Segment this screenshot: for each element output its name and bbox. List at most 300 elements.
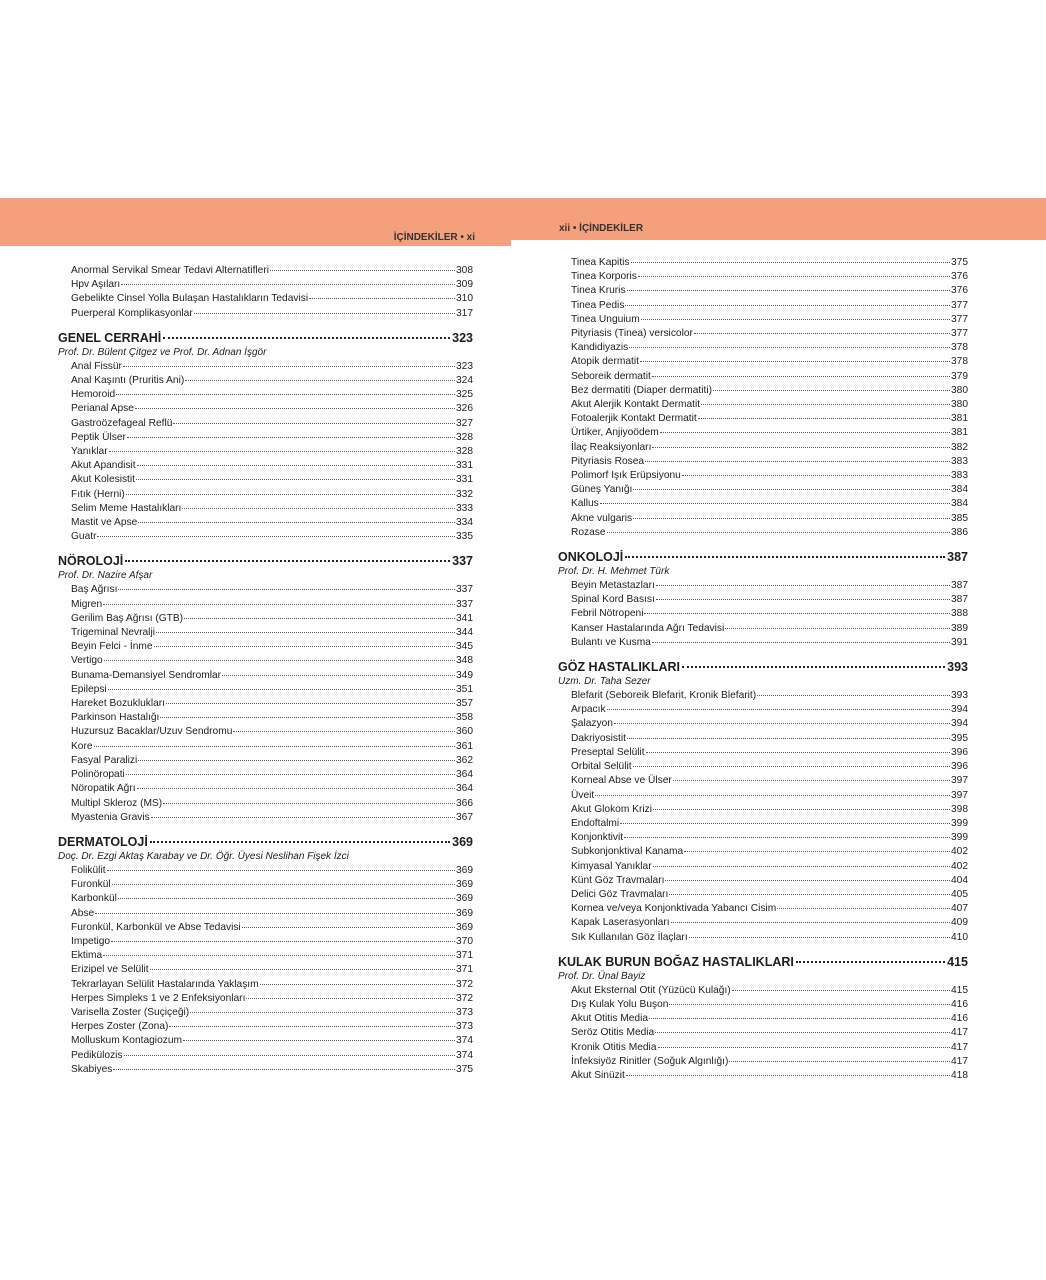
toc-entry-title: Akne vulgaris: [571, 512, 633, 524]
toc-entry-title: Polinöropati: [71, 769, 125, 781]
toc-entry-page: 373: [456, 1006, 473, 1018]
toc-entry-page: 384: [951, 498, 968, 510]
toc-entry-page: 417: [951, 1041, 968, 1053]
dot-leader: [625, 556, 945, 558]
toc-entry-title: İlaç Reaksiyonları: [571, 441, 652, 453]
toc-entry-title: Bunama-Demansiyel Sendromlar: [71, 669, 222, 681]
toc-entry-page: 417: [951, 1027, 968, 1039]
dot-leader: [645, 461, 950, 462]
section-page: 323: [452, 330, 473, 345]
toc-entry-page: 398: [951, 803, 968, 815]
section-author: Prof. Dr. Nazire Afşar: [58, 570, 153, 582]
toc-entry-title: Kapak Laserasyonları: [571, 917, 670, 929]
dot-leader: [682, 666, 945, 668]
toc-entry-title: Guatr: [71, 531, 97, 543]
toc-entry: [558, 984, 968, 998]
toc-entry-page: 381: [951, 427, 968, 439]
dot-leader: [138, 760, 455, 761]
toc-entry-page: 357: [456, 698, 473, 710]
toc-entry-title: Myastenia Gravis: [71, 811, 150, 823]
toc-entry-title: Endoftalmi: [571, 817, 620, 829]
toc-entry-title: Gebelikte Cinsel Yolla Bulaşan Hastalıkların Tedavisi: [71, 293, 309, 305]
dot-leader: [190, 1012, 455, 1013]
toc-entry-page: 349: [456, 669, 473, 681]
toc-entry-page: 327: [456, 417, 473, 429]
toc-section-heading: [558, 549, 968, 565]
toc-entry-title: Tinea Kruris: [571, 285, 626, 297]
toc-entry-title: Kallus: [571, 498, 599, 510]
dot-leader: [713, 390, 950, 391]
section-title: GENEL CERRAHİ: [58, 330, 162, 345]
toc-entry-page: 372: [456, 978, 473, 990]
toc-entry-page: 374: [456, 1035, 473, 1047]
dot-leader: [653, 809, 950, 810]
running-header-right: xii • İÇİNDEKİLER: [559, 223, 644, 234]
toc-entry-page: 371: [456, 964, 473, 976]
toc-entry-page: 373: [456, 1021, 473, 1033]
toc-section-heading: [58, 553, 473, 569]
toc-entry-page: 372: [456, 992, 473, 1004]
dot-leader: [246, 998, 455, 999]
dot-leader: [163, 337, 450, 339]
toc-entry-page: 364: [456, 783, 473, 795]
toc-entry: [558, 593, 968, 607]
toc-entry-title: Migren: [71, 598, 103, 610]
toc-entry: [58, 612, 473, 626]
toc-entry: [558, 902, 968, 916]
toc-entry: [558, 717, 968, 731]
toc-entry-page: 371: [456, 950, 473, 962]
toc-entry: [558, 526, 968, 540]
toc-entry-page: 405: [951, 888, 968, 900]
dot-leader: [757, 695, 950, 696]
toc-entry-title: Tinea Kapitis: [571, 257, 630, 268]
toc-entry-title: Ürtiker, Anjiyoödem: [571, 427, 659, 439]
toc-entry: [58, 864, 473, 878]
toc-entry-page: 415: [951, 984, 968, 996]
toc-entry: [558, 1026, 968, 1040]
toc-entry: [58, 360, 473, 374]
dot-leader: [163, 803, 455, 804]
toc-entry-page: 407: [951, 903, 968, 915]
section-page: 393: [947, 660, 968, 675]
toc-entry: [558, 689, 968, 703]
toc-entry-title: Akut Sinüzit: [571, 1069, 625, 1081]
toc-entry: [58, 697, 473, 711]
toc-entry-page: 374: [456, 1049, 473, 1061]
dot-leader: [641, 319, 950, 320]
toc-entry: [58, 892, 473, 906]
toc-entry-page: 328: [456, 431, 473, 443]
toc-entry-title: Pityriasis Rosea: [571, 455, 645, 467]
dot-leader: [138, 522, 455, 523]
toc-entry-title: Orbital Selülit: [571, 761, 632, 773]
toc-entry-page: 378: [951, 342, 968, 354]
toc-entry: [58, 488, 473, 502]
dot-leader: [95, 913, 455, 914]
dot-leader: [729, 1061, 950, 1062]
dot-leader: [136, 479, 455, 480]
dot-leader: [156, 632, 455, 633]
toc-entry-page: 362: [456, 754, 473, 766]
dot-leader: [107, 870, 455, 871]
toc-entry: [558, 845, 968, 859]
toc-entry: [558, 370, 968, 384]
toc-entry-title: Parkinson Hastalığı: [71, 712, 160, 724]
toc-entry-title: Tinea Korporis: [571, 271, 637, 283]
dot-leader: [627, 290, 950, 291]
dot-leader: [626, 1075, 950, 1076]
dot-leader: [242, 927, 455, 928]
toc-entry-title: Hemoroid: [71, 389, 116, 401]
dot-leader: [629, 347, 950, 348]
dot-leader: [671, 922, 950, 923]
toc-entry-page: 379: [951, 370, 968, 382]
toc-entry: [58, 307, 473, 321]
toc-entry-title: Arpacık: [571, 704, 606, 716]
toc-entry-page: 391: [951, 636, 968, 648]
toc-entry-page: 396: [951, 761, 968, 773]
section-title: NÖROLOJİ: [58, 554, 124, 569]
dot-leader: [624, 837, 950, 838]
dot-leader: [669, 1004, 950, 1005]
section-page: 415: [947, 954, 968, 969]
toc-entry-title: Künt Göz Travmaları: [571, 874, 665, 886]
toc-entry: [58, 768, 473, 782]
dot-leader: [185, 380, 455, 381]
toc-entry-title: Anal Kaşıntı (Pruritis Ani): [71, 375, 185, 387]
toc-entry-title: Blefarit (Seboreik Blefarit, Kronik Blefarit): [571, 690, 757, 702]
toc-entry-page: 366: [456, 797, 473, 809]
toc-entry-title: Akut Otitis Media: [571, 1013, 648, 1025]
toc-entry-title: Furonkül, Karbonkül ve Abse Tedavisi: [71, 921, 241, 933]
toc-entry-title: Akut Glokom Krizi: [571, 803, 652, 815]
toc-entry: [558, 497, 968, 511]
toc-entry-title: Rozase: [571, 526, 606, 538]
dot-leader: [121, 284, 455, 285]
dot-leader: [137, 465, 455, 466]
toc-entry-page: 380: [951, 384, 968, 396]
dot-leader: [125, 560, 450, 562]
toc-entry-title: Polimorf Işık Erüpsiyonu: [571, 470, 681, 482]
toc-entry-page: 396: [951, 746, 968, 758]
toc-entry-title: Vertigo: [71, 655, 103, 667]
toc-entry: [558, 384, 968, 398]
toc-entry: [558, 1012, 968, 1026]
toc-entry-page: 326: [456, 403, 473, 415]
toc-entry-page: 325: [456, 389, 473, 401]
toc-entry-page: 364: [456, 769, 473, 781]
toc-entry-title: Huzursuz Bacaklar/Uzuv Sendromu: [71, 726, 233, 738]
dot-leader: [260, 984, 455, 985]
section-title: GÖZ HASTALIKLARI: [558, 660, 680, 675]
toc-entry-title: Selim Meme Hastalıkları: [71, 502, 182, 514]
toc-entry: [58, 935, 473, 949]
section-page: 369: [452, 834, 473, 849]
toc-entry-page: 385: [951, 512, 968, 524]
dot-leader: [173, 423, 455, 424]
toc-entry: [558, 774, 968, 788]
toc-entry-page: 341: [456, 612, 473, 624]
toc-entry-page: 333: [456, 502, 473, 514]
toc-entry: [558, 256, 968, 270]
toc-entry-title: Baş Ağrısı: [71, 584, 118, 596]
dot-leader: [633, 518, 950, 519]
toc-entry: [558, 398, 968, 412]
dot-leader: [595, 795, 950, 796]
dot-leader: [620, 823, 950, 824]
toc-entry-page: 335: [456, 531, 473, 543]
toc-section-heading: [558, 954, 968, 970]
toc-entry-title: Anal Fissür: [71, 360, 122, 372]
dot-leader: [614, 723, 950, 724]
toc-entry: [558, 831, 968, 845]
dot-leader: [673, 780, 950, 781]
dot-leader: [111, 941, 455, 942]
toc-entry-title: Korneal Abse ve Ülser: [571, 775, 672, 787]
dot-leader: [194, 313, 455, 314]
toc-entry: [58, 782, 473, 796]
dot-leader: [137, 788, 455, 789]
toc-entry: [558, 284, 968, 298]
toc-entry-page: 328: [456, 446, 473, 458]
toc-entry: [558, 636, 968, 650]
toc-entry: [58, 473, 473, 487]
dot-leader: [118, 589, 455, 590]
dot-leader: [644, 613, 950, 614]
section-author: Prof. Dr. H. Mehmet Türk: [558, 566, 670, 578]
section-author: Prof. Dr. Bülent Çitgez ve Prof. Dr. Adnan İşgör: [58, 346, 267, 358]
toc-entry: [558, 483, 968, 497]
dot-leader: [640, 361, 950, 362]
toc-entry-title: Spinal Kord Basısı: [571, 594, 655, 606]
dot-leader: [233, 731, 455, 732]
toc-entry-title: Nöropatik Ağrı: [71, 783, 136, 795]
toc-entry: [558, 426, 968, 440]
toc-entry-title: Peptik Ülser: [71, 431, 126, 443]
toc-entry: [558, 355, 968, 369]
toc-entry: [558, 455, 968, 469]
dot-leader: [652, 447, 950, 448]
toc-entry-page: 387: [951, 594, 968, 606]
toc-entry-page: 332: [456, 488, 473, 500]
toc-entry: [58, 640, 473, 654]
toc-entry-page: 378: [951, 356, 968, 368]
dot-leader: [658, 1047, 951, 1048]
dot-leader: [627, 738, 950, 739]
toc-entry-page: 324: [456, 375, 473, 387]
toc-entry-page: 404: [951, 874, 968, 886]
toc-entry-page: 418: [951, 1069, 968, 1081]
dot-leader: [183, 1040, 455, 1041]
toc-entry-page: 416: [951, 998, 968, 1010]
toc-entry-title: Pedikülozis: [71, 1049, 123, 1061]
dot-leader: [126, 494, 455, 495]
toc-entry: [58, 1063, 473, 1077]
toc-entry-page: 395: [951, 732, 968, 744]
toc-entry-title: Kronik Otitis Media: [571, 1041, 657, 1053]
toc-entry: [58, 949, 473, 963]
toc-entry: [558, 313, 968, 327]
toc-entry-title: Herpes Simpleks 1 ve 2 Enfeksiyonları: [71, 992, 246, 1004]
toc-entry-title: Abse: [71, 907, 95, 919]
toc-entry-page: 399: [951, 817, 968, 829]
dot-leader: [113, 1069, 455, 1070]
toc-entry-page: 370: [456, 935, 473, 947]
dot-leader: [777, 908, 950, 909]
toc-entry: [558, 607, 968, 621]
toc-entry: [558, 327, 968, 341]
toc-entry-page: 309: [456, 279, 473, 291]
toc-right-column: [558, 256, 968, 1083]
dot-leader: [631, 262, 950, 263]
toc-entry-title: Beyin Metastazları: [571, 580, 655, 592]
toc-entry-page: 384: [951, 484, 968, 496]
dot-leader: [135, 408, 455, 409]
toc-entry-title: Folikülit: [71, 864, 106, 876]
toc-entry-page: 376: [951, 271, 968, 283]
toc-entry-page: 394: [951, 704, 968, 716]
toc-entry: [558, 789, 968, 803]
dot-leader: [182, 508, 455, 509]
toc-entry-title: Bulantı ve Kusma: [571, 636, 651, 648]
toc-section-heading: [558, 659, 968, 675]
toc-entry: [558, 817, 968, 831]
toc-entry: [58, 921, 473, 935]
toc-entry-title: Dakriyosistit: [571, 732, 626, 744]
dot-leader: [160, 717, 455, 718]
section-author: Doç. Dr. Ezgi Aktaş Karabay ve Dr. Öğr. Üyesi Neslihan Fişek İzci: [58, 850, 349, 862]
toc-entry-page: 334: [456, 517, 473, 529]
dot-leader: [638, 276, 950, 277]
toc-entry-title: Üveit: [571, 789, 595, 801]
section-title: DERMATOLOJİ: [58, 834, 148, 849]
toc-entry: [58, 417, 473, 431]
toc-entry-title: Fotoalerjik Kontakt Dermatit: [571, 413, 697, 425]
toc-entry-title: Multipl Skleroz (MS): [71, 797, 163, 809]
toc-entry-title: Hareket Bozuklukları: [71, 698, 165, 710]
section-title: ONKOLOJİ: [558, 550, 624, 565]
toc-entry-title: Trigeminal Nevralji: [71, 627, 155, 639]
toc-entry: [58, 711, 473, 725]
toc-entry: [58, 725, 473, 739]
dot-leader: [600, 503, 950, 504]
toc-entry: [58, 292, 473, 306]
section-page: 337: [452, 554, 473, 569]
toc-entry-title: Molluskum Kontagiozum: [71, 1035, 182, 1047]
dot-leader: [653, 866, 950, 867]
toc-entry: [558, 469, 968, 483]
dot-leader: [94, 746, 455, 747]
toc-entry: [58, 907, 473, 921]
dot-leader: [112, 884, 455, 885]
toc-entry-page: 397: [951, 789, 968, 801]
toc-entry: [58, 654, 473, 668]
toc-entry-page: 386: [951, 526, 968, 538]
toc-entry-title: Gerilim Baş Ağrısı (GTB): [71, 612, 184, 624]
toc-entry: [558, 1041, 968, 1055]
toc-entry-page: 375: [456, 1063, 473, 1075]
dot-leader: [655, 1032, 950, 1033]
dot-leader: [166, 703, 455, 704]
toc-entry-title: Epilepsi: [71, 683, 107, 695]
toc-entry-page: 416: [951, 1013, 968, 1025]
dot-leader: [103, 955, 455, 956]
toc-entry-page: 399: [951, 832, 968, 844]
dot-leader: [97, 536, 455, 537]
dot-leader: [607, 709, 950, 710]
toc-entry-page: 360: [456, 726, 473, 738]
toc-entry: [58, 878, 473, 892]
toc-entry: [558, 441, 968, 455]
toc-entry: [58, 598, 473, 612]
toc-entry-page: 402: [951, 860, 968, 872]
dot-leader: [725, 628, 950, 629]
toc-entry-title: Seröz Otitis Media: [571, 1027, 655, 1039]
toc-entry: [558, 270, 968, 284]
toc-entry: [58, 811, 473, 825]
toc-entry-title: Akut Eksternal Otit (Yüzücü Kulağı): [571, 984, 731, 996]
dot-leader: [796, 961, 945, 963]
toc-entry-page: 388: [951, 608, 968, 620]
section-author: Uzm. Dr. Taha Sezer: [558, 676, 651, 688]
toc-entry-page: 409: [951, 917, 968, 929]
toc-entry: [558, 512, 968, 526]
dot-leader: [150, 969, 455, 970]
toc-entry-title: Bez dermatiti (Diaper dermatiti): [571, 384, 712, 396]
dot-leader: [118, 898, 455, 899]
toc-entry: [558, 874, 968, 888]
toc-entry-page: 361: [456, 740, 473, 752]
toc-entry-title: Gastroözefageal Reflü: [71, 417, 173, 429]
toc-entry-title: Kandidiyazis: [571, 342, 629, 354]
toc-entry-title: Perianal Apse: [71, 403, 134, 415]
toc-entry-page: 397: [951, 775, 968, 787]
dot-leader: [104, 660, 455, 661]
dot-leader: [108, 689, 455, 690]
toc-entry-page: 367: [456, 811, 473, 823]
toc-entry: [58, 583, 473, 597]
toc-entry-title: Febril Nötropeni: [571, 608, 644, 620]
toc-entry-title: Seboreik dermatit: [571, 370, 651, 382]
toc-entry-title: Akut Apandisit: [71, 460, 136, 472]
dot-leader: [150, 841, 450, 843]
toc-entry-title: Kanser Hastalarında Ağrı Tedavisi: [571, 622, 725, 634]
toc-entry: [58, 502, 473, 516]
toc-entry-page: 344: [456, 627, 473, 639]
toc-entry: [58, 516, 473, 530]
toc-entry: [58, 1034, 473, 1048]
dot-leader: [660, 432, 950, 433]
toc-entry-page: 377: [951, 299, 968, 311]
toc-entry-page: 331: [456, 460, 473, 472]
toc-entry-title: Güneş Yanığı: [571, 484, 633, 496]
toc-entry-title: Fasyal Paralizi: [71, 754, 138, 766]
toc-entry-title: Impetigo: [71, 935, 111, 947]
toc-entry-title: Yanıklar: [71, 446, 108, 458]
dot-leader: [124, 1055, 455, 1056]
toc-entry-page: 310: [456, 293, 473, 305]
toc-entry-title: Ektima: [71, 950, 103, 962]
toc-section-heading: [58, 834, 473, 850]
toc-entry: [58, 459, 473, 473]
toc-entry-page: 377: [951, 328, 968, 340]
dot-leader: [625, 305, 950, 306]
toc-entry-page: 323: [456, 360, 473, 372]
dot-leader: [222, 675, 455, 676]
toc-entry: [558, 1055, 968, 1069]
toc-entry-title: Varisella Zoster (Suçiçeği): [71, 1006, 190, 1018]
